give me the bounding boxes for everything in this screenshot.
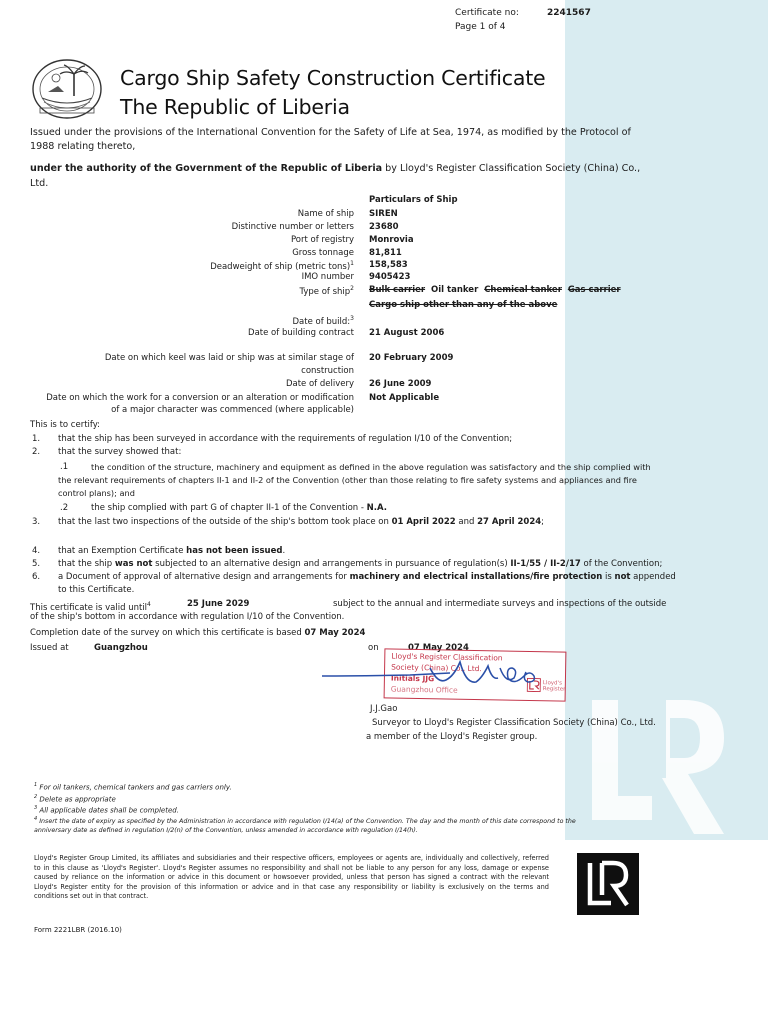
particulars-heading: Particulars of Ship [369, 195, 458, 205]
certificate-number-label: Certificate no: [455, 8, 519, 18]
authority-line2: Ltd. [30, 178, 49, 189]
stamp-logo-text1: Lloyd's [542, 680, 563, 687]
type-of-ship-label-text: Type of ship [299, 286, 351, 297]
lr-logo-icon [577, 853, 639, 915]
name-of-ship-label: Name of ship [297, 209, 354, 219]
footnote-4-mark: 4 [34, 816, 38, 822]
surveyor-group: a member of the Lloyd's Register group. [366, 732, 538, 742]
issued-on-label: on [368, 643, 379, 653]
completion-date-value: 07 May 2024 [304, 628, 366, 638]
item1-text: that the ship has been surveyed in accordance with the requirements of regulation I/10 of the Convention; [58, 434, 513, 444]
item6-b: machinery and electrical installations/fire protection [349, 572, 603, 582]
building-contract-label: Date of building contract [248, 328, 354, 338]
name-of-ship-value: SIREN [369, 209, 398, 219]
item6-text [58, 572, 676, 584]
footnote-ref-3: 3 [350, 315, 354, 322]
sub1-number: .1 [60, 462, 69, 472]
building-contract-value: 21 August 2006 [369, 328, 445, 338]
stamp-logo-text2: Register [542, 686, 566, 693]
footnote-ref-4: 4 [147, 601, 151, 608]
date-of-build-label-text: Date of build: [292, 316, 351, 327]
footnote-ref-2: 2 [350, 285, 354, 292]
item3-date2: 27 April 2024 [477, 517, 542, 527]
port-of-registry-label: Port of registry [290, 235, 354, 245]
footnote-4-line2: anniversary date as defined in regulation I/2(n) of the Convention, unless amended in accordance with regulation I/14(h). [34, 827, 418, 834]
liberia-seal-icon [28, 56, 106, 122]
distinctive-number-label: Distinctive number or letters [231, 222, 354, 232]
valid-until-date: 25 June 2029 [187, 599, 250, 609]
valid-until-text: This certificate is valid until [30, 602, 148, 613]
lloyds-register-logo [577, 853, 639, 915]
issued-at-value: Guangzhou [94, 643, 148, 653]
item6-number: 6. [32, 572, 41, 582]
footnote-4 [34, 816, 576, 825]
page-subtitle: The Republic of Liberia [120, 95, 350, 119]
keel-laid-label-1: Date on which keel was laid or ship was at similar stage of [104, 353, 354, 363]
issued-under-line1: Issued under the provisions of the International Convention for the Safety of Life at Sea, 1974, as modified by the Protocol of [30, 127, 631, 138]
item6-a: a Document of approval of alternative design and arrangements for [58, 572, 350, 582]
item4-text-main: that an Exemption Certificate [58, 546, 187, 556]
legal-disclaimer: Lloyd's Register Group Limited, its affiliates and subsidiaries and their respective officers, employees or agents are, individually and collectively, referred to in this clause as 'Lloyd's Register'. Lloyd's Register assumes no responsibility and shall not be liable to any person for any loss, damage or expense caused by reliance on the information or advice in this document or howsoever provided, unless that person has signed a contract with the relevant Lloyd's Register entity for the provision of this information or advice and in that case any responsibility or liability is exclusively on the terms and conditions set out in that contract. [34, 854, 549, 901]
item6-line2: to this Certificate. [58, 585, 135, 595]
item3-end: ; [541, 517, 545, 527]
distinctive-number-value: 23680 [369, 222, 399, 232]
item5-e: of the Convention; [580, 559, 663, 569]
conversion-value: Not Applicable [369, 393, 440, 403]
issued-on-value: 07 May 2024 [408, 643, 469, 653]
deadweight-value: 158,583 [369, 260, 408, 270]
footnote-1-text: For oil tankers, chemical tankers and gas carriers only. [39, 783, 232, 792]
completion-date-line [30, 628, 365, 640]
ship-type-options [369, 285, 621, 295]
completion-date-label: Completion date of the survey on which this certificate is based [30, 628, 305, 638]
item4-text [58, 546, 285, 558]
valid-until-line2: of the ship's bottom in accordance with regulation I/10 of the Convention. [30, 612, 345, 622]
item5-number: 5. [32, 559, 41, 569]
stamp-line4: Guangzhou Office [390, 684, 458, 695]
issued-at-label: Issued at [30, 643, 69, 653]
stamp-line3: Initials JJG [390, 673, 435, 684]
authority-rest: by Lloyd's Register Classification Society (China) Co., [382, 163, 641, 174]
conversion-label-1: Date on which the work for a conversion or an alteration or modification [46, 393, 354, 403]
item3-text [58, 517, 544, 529]
item5-a: that the ship [58, 559, 115, 569]
item6-c: is [602, 572, 615, 582]
item5-d: II-1/55 / II-2/17 [510, 559, 581, 569]
sub2-number: .2 [60, 503, 69, 513]
surveyor-name: J.J.Gao [370, 704, 398, 714]
ship-type-chemical-tanker: Chemical tanker [484, 285, 562, 295]
stamp-line2: Society (China) Co., Ltd. [391, 662, 482, 674]
footnote-2 [34, 794, 116, 803]
footnote-ref-1: 1 [350, 260, 354, 267]
form-id: Form 2221LBR (2016.10) [34, 926, 122, 934]
port-of-registry-value: Monrovia [369, 235, 414, 245]
ship-type-bulk-carrier: Bulk carrier [369, 285, 426, 295]
footnote-3-mark: 3 [34, 805, 38, 811]
issued-under-line2: 1988 relating thereto, [30, 141, 136, 152]
sub2-text [91, 503, 387, 515]
deadweight-label [210, 260, 354, 272]
item3-number: 3. [32, 517, 41, 527]
item1-number: 1. [32, 434, 41, 444]
item4-end: . [282, 546, 286, 556]
sub2-text-main: the ship complied with part G of chapter II-1 of the Convention - [91, 503, 367, 513]
surveyor-title: Surveyor to Lloyd's Register Classification Society (China) Co., Ltd. [372, 718, 656, 728]
page-title: Cargo Ship Safety Construction Certificate [120, 66, 546, 90]
sub2-text-bold: N.A. [366, 503, 387, 513]
item5-b: was not [114, 559, 153, 569]
conversion-label-2: of a major character was commenced (where applicable) [111, 405, 354, 415]
item5-text [58, 559, 662, 571]
sub1-line2: the relevant requirements of chapters II-1 and II-2 of the Convention (other than those relating to fire safety systems and appliances and fire [58, 475, 637, 485]
date-of-delivery-label: Date of delivery [285, 379, 354, 389]
footnote-4-line1: Insert the date of expiry as specified by the Administration in accordance with regulation I/14(a) of the Convention. The day and the month of this date correspond to the [39, 818, 576, 826]
surveyor-signature [320, 651, 563, 698]
date-of-build-label [292, 315, 354, 327]
authority-bold: under the authority of the Government of the Republic of Liberia [30, 163, 383, 174]
item3-text-main: that the last two inspections of the outside of the ship's bottom took place on [58, 517, 392, 527]
item5-c: subjected to an alternative design and arrangements in pursuance of regulation(s) [152, 559, 511, 569]
authority-line [30, 163, 640, 174]
stamp-line1: Lloyd's Register Classification [391, 651, 503, 663]
certify-intro: This is to certify: [30, 420, 101, 430]
footnote-1 [34, 782, 232, 791]
item2-text: that the survey showed that: [58, 447, 182, 457]
footnote-2-text: Delete as appropriate [39, 795, 116, 804]
item6-e: appended [630, 572, 676, 582]
certificate-number: 2241567 [547, 8, 591, 18]
ship-type-other: Cargo ship other than any of the above [369, 300, 558, 310]
gross-tonnage-label: Gross tonnage [292, 248, 354, 258]
item4-number: 4. [32, 546, 41, 556]
sub1-line1: the condition of the structure, machinery and equipment as defined in the above regulation was satisfactory and the ship complied with [91, 462, 651, 472]
date-of-delivery-value: 26 June 2009 [369, 379, 432, 389]
page-indicator: Page 1 of 4 [455, 22, 506, 32]
ship-type-gas-carrier: Gas carrier [567, 285, 621, 295]
gross-tonnage-value: 81,811 [369, 248, 402, 258]
item6-d: not [614, 572, 631, 582]
type-of-ship-label [299, 285, 354, 297]
item3-and: and [455, 517, 478, 527]
item2-number: 2. [32, 447, 41, 457]
ship-type-oil-tanker: Oil tanker [431, 285, 479, 295]
footnote-2-mark: 2 [34, 794, 38, 800]
sub1-line3: control plans); and [58, 488, 135, 498]
item4-text-bold: has not been issued [186, 546, 283, 556]
keel-laid-label-2: construction [301, 366, 354, 376]
deadweight-label-text: Deadweight of ship (metric tons) [210, 261, 351, 272]
footnote-1-mark: 1 [34, 782, 38, 788]
imo-number-value: 9405423 [369, 272, 411, 282]
keel-laid-value: 20 February 2009 [369, 353, 454, 363]
footnote-3-text: All applicable dates shall be completed. [39, 806, 179, 815]
valid-until-rest: subject to the annual and intermediate surveys and inspections of the outside [333, 599, 667, 609]
footnote-3 [34, 805, 179, 814]
item3-date1: 01 April 2022 [391, 517, 456, 527]
imo-number-label: IMO number [301, 272, 354, 282]
